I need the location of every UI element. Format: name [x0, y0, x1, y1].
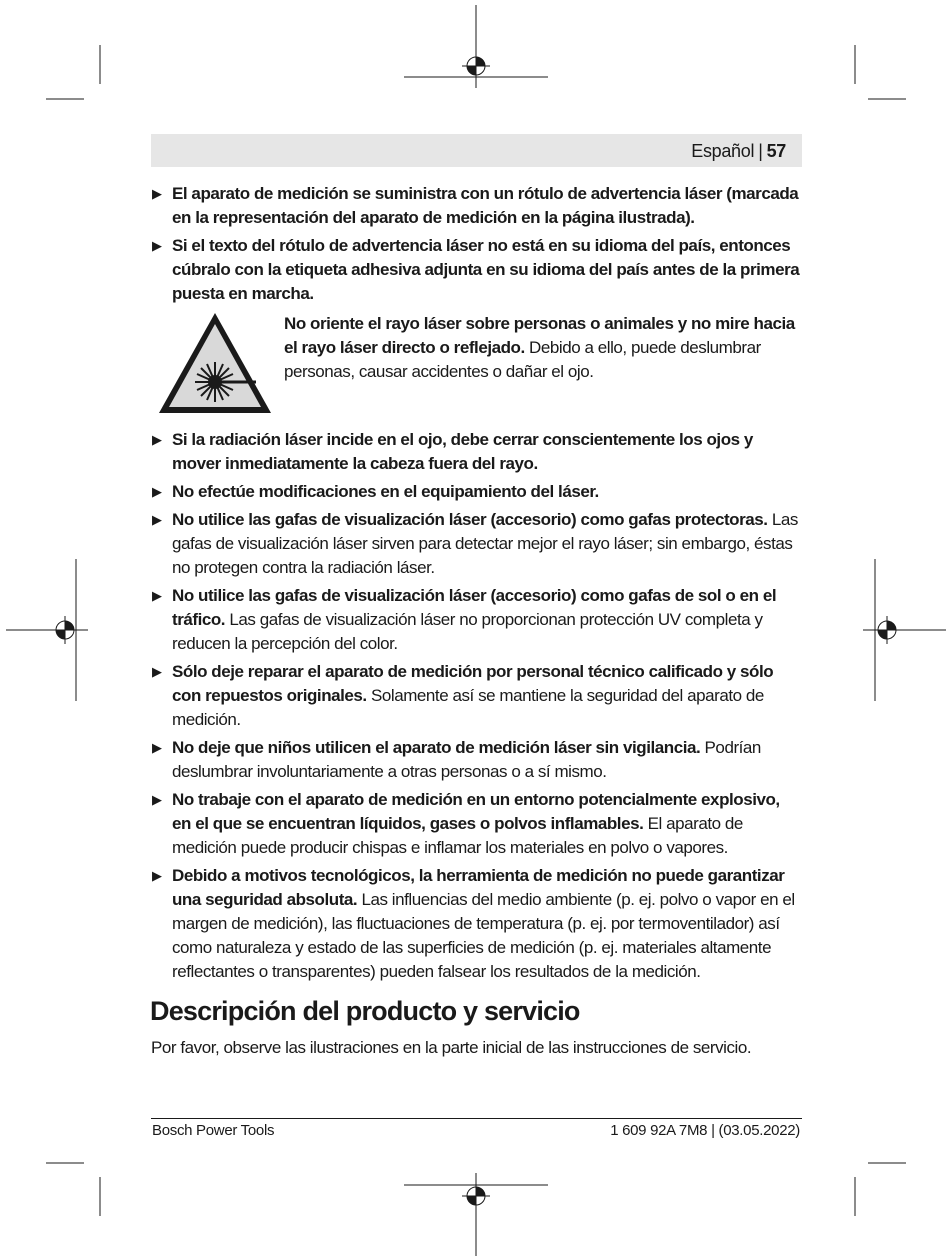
- page-header: [151, 134, 802, 167]
- safety-instructions: [151, 182, 802, 988]
- header-language: Español: [691, 141, 755, 161]
- list-item: [151, 234, 802, 306]
- list-item: [151, 864, 802, 984]
- bullet-triangle-icon: ▶: [152, 740, 162, 755]
- laser-warning-text: [284, 312, 802, 384]
- page-number: 57: [766, 141, 786, 161]
- bullet-bold-text: No trabaje con el aparato de medición en un entorno potencialmente explosivo, en el que se encuentran líquidos, gases o polvos inflamables.: [172, 790, 780, 833]
- list-item: [151, 428, 802, 476]
- bullet-triangle-icon: ▶: [152, 664, 162, 679]
- footer-doc-id: 1 609 92A 7M8 | (03.05.2022): [610, 1122, 800, 1139]
- bullet-bold-text: No utilice las gafas de visualización láser (accesorio) como gafas de sol o en el tráfico.: [172, 586, 777, 629]
- footer-divider: [151, 1118, 802, 1119]
- list-item: [151, 736, 802, 784]
- list-item: [151, 480, 802, 504]
- bullet-triangle-icon: ▶: [152, 512, 162, 527]
- list-item: [151, 584, 802, 656]
- list-item: [151, 660, 802, 732]
- header-label: [691, 141, 786, 162]
- bullet-triangle-icon: ▶: [152, 868, 162, 883]
- bullet-bold-text: Sólo deje reparar el aparato de medición por personal técnico calificado y sólo con repuestos originales.: [172, 662, 774, 705]
- bullet-bold-text: No deje que niños utilicen el aparato de medición láser sin vigilancia.: [172, 738, 701, 757]
- bullet-bold-text: Si el texto del rótulo de advertencia láser no está en su idioma del país, entonces cúbralo con la etiqueta adhesiva adjunta en su idioma del país antes de la primera puesta en marcha.: [172, 236, 800, 303]
- bullet-bold-text: No utilice las gafas de visualización láser (accesorio) como gafas protectoras.: [172, 510, 768, 529]
- bullet-body-text: Las gafas de visualización láser no proporcionan protección UV completa y reducen la percepción del color.: [172, 610, 763, 653]
- section-body: Por favor, observe las ilustraciones en la parte inicial de las instrucciones de servicio.: [151, 1038, 752, 1057]
- list-item: [151, 788, 802, 860]
- bullet-body-text: Las influencias del medio ambiente (p. ej. polvo o vapor en el margen de medición), las fluctuaciones de temperatura (p. ej. por termoventilador) así como naturaleza y estado de las superficies de medición (p. ej. materiales altamente reflectantes o transparentes) pueden falsear los resultados de la medición.: [172, 890, 795, 981]
- bullet-triangle-icon: ▶: [152, 588, 162, 603]
- bullet-triangle-icon: ▶: [152, 238, 162, 253]
- bullet-bold-text: Si la radiación láser incide en el ojo, debe cerrar conscientemente los ojos y mover inmediatamente la cabeza fuera del rayo.: [172, 430, 753, 473]
- bullet-body-text: Solamente así se mantiene la seguridad del aparato de medición.: [172, 686, 764, 729]
- warning-body-text: Debido a ello, puede deslumbrar personas, causar accidentes o dañar el ojo.: [284, 338, 761, 381]
- bullet-triangle-icon: ▶: [152, 432, 162, 447]
- bullet-body-text: Las gafas de visualización láser sirven para detectar mejor el rayo láser; sin embargo, éstas no protegen contra la radiación láser.: [172, 510, 798, 577]
- bullet-body-text: El aparato de medición puede producir chispas e inflamar los materiales en polvo o vapores.: [172, 814, 743, 857]
- list-item: [151, 182, 802, 230]
- bullet-bold-text: El aparato de medición se suministra con un rótulo de advertencia láser (marcada en la representación del aparato de medición en la página ilustrada).: [172, 184, 799, 227]
- bullet-triangle-icon: ▶: [152, 792, 162, 807]
- footer-brand: Bosch Power Tools: [152, 1122, 275, 1139]
- laser-warning-block: [151, 310, 802, 418]
- laser-warning-icon: [156, 310, 274, 416]
- bullet-bold-text: No efectúe modificaciones en el equipamiento del láser.: [172, 482, 599, 501]
- list-item: [151, 508, 802, 580]
- bullet-triangle-icon: ▶: [152, 186, 162, 201]
- bullet-triangle-icon: ▶: [152, 484, 162, 499]
- bullet-bold-text: Debido a motivos tecnológicos, la herramienta de medición no puede garantizar una seguridad absoluta.: [172, 866, 785, 909]
- section-title: Descripción del producto y servicio: [150, 996, 580, 1026]
- header-separator: |: [758, 141, 763, 161]
- warning-bold-text: No oriente el rayo láser sobre personas o animales y no mire hacia el rayo láser directo o reflejado.: [284, 314, 795, 357]
- bullet-body-text: Podrían deslumbrar involuntariamente a otras personas o a sí mismo.: [172, 738, 761, 781]
